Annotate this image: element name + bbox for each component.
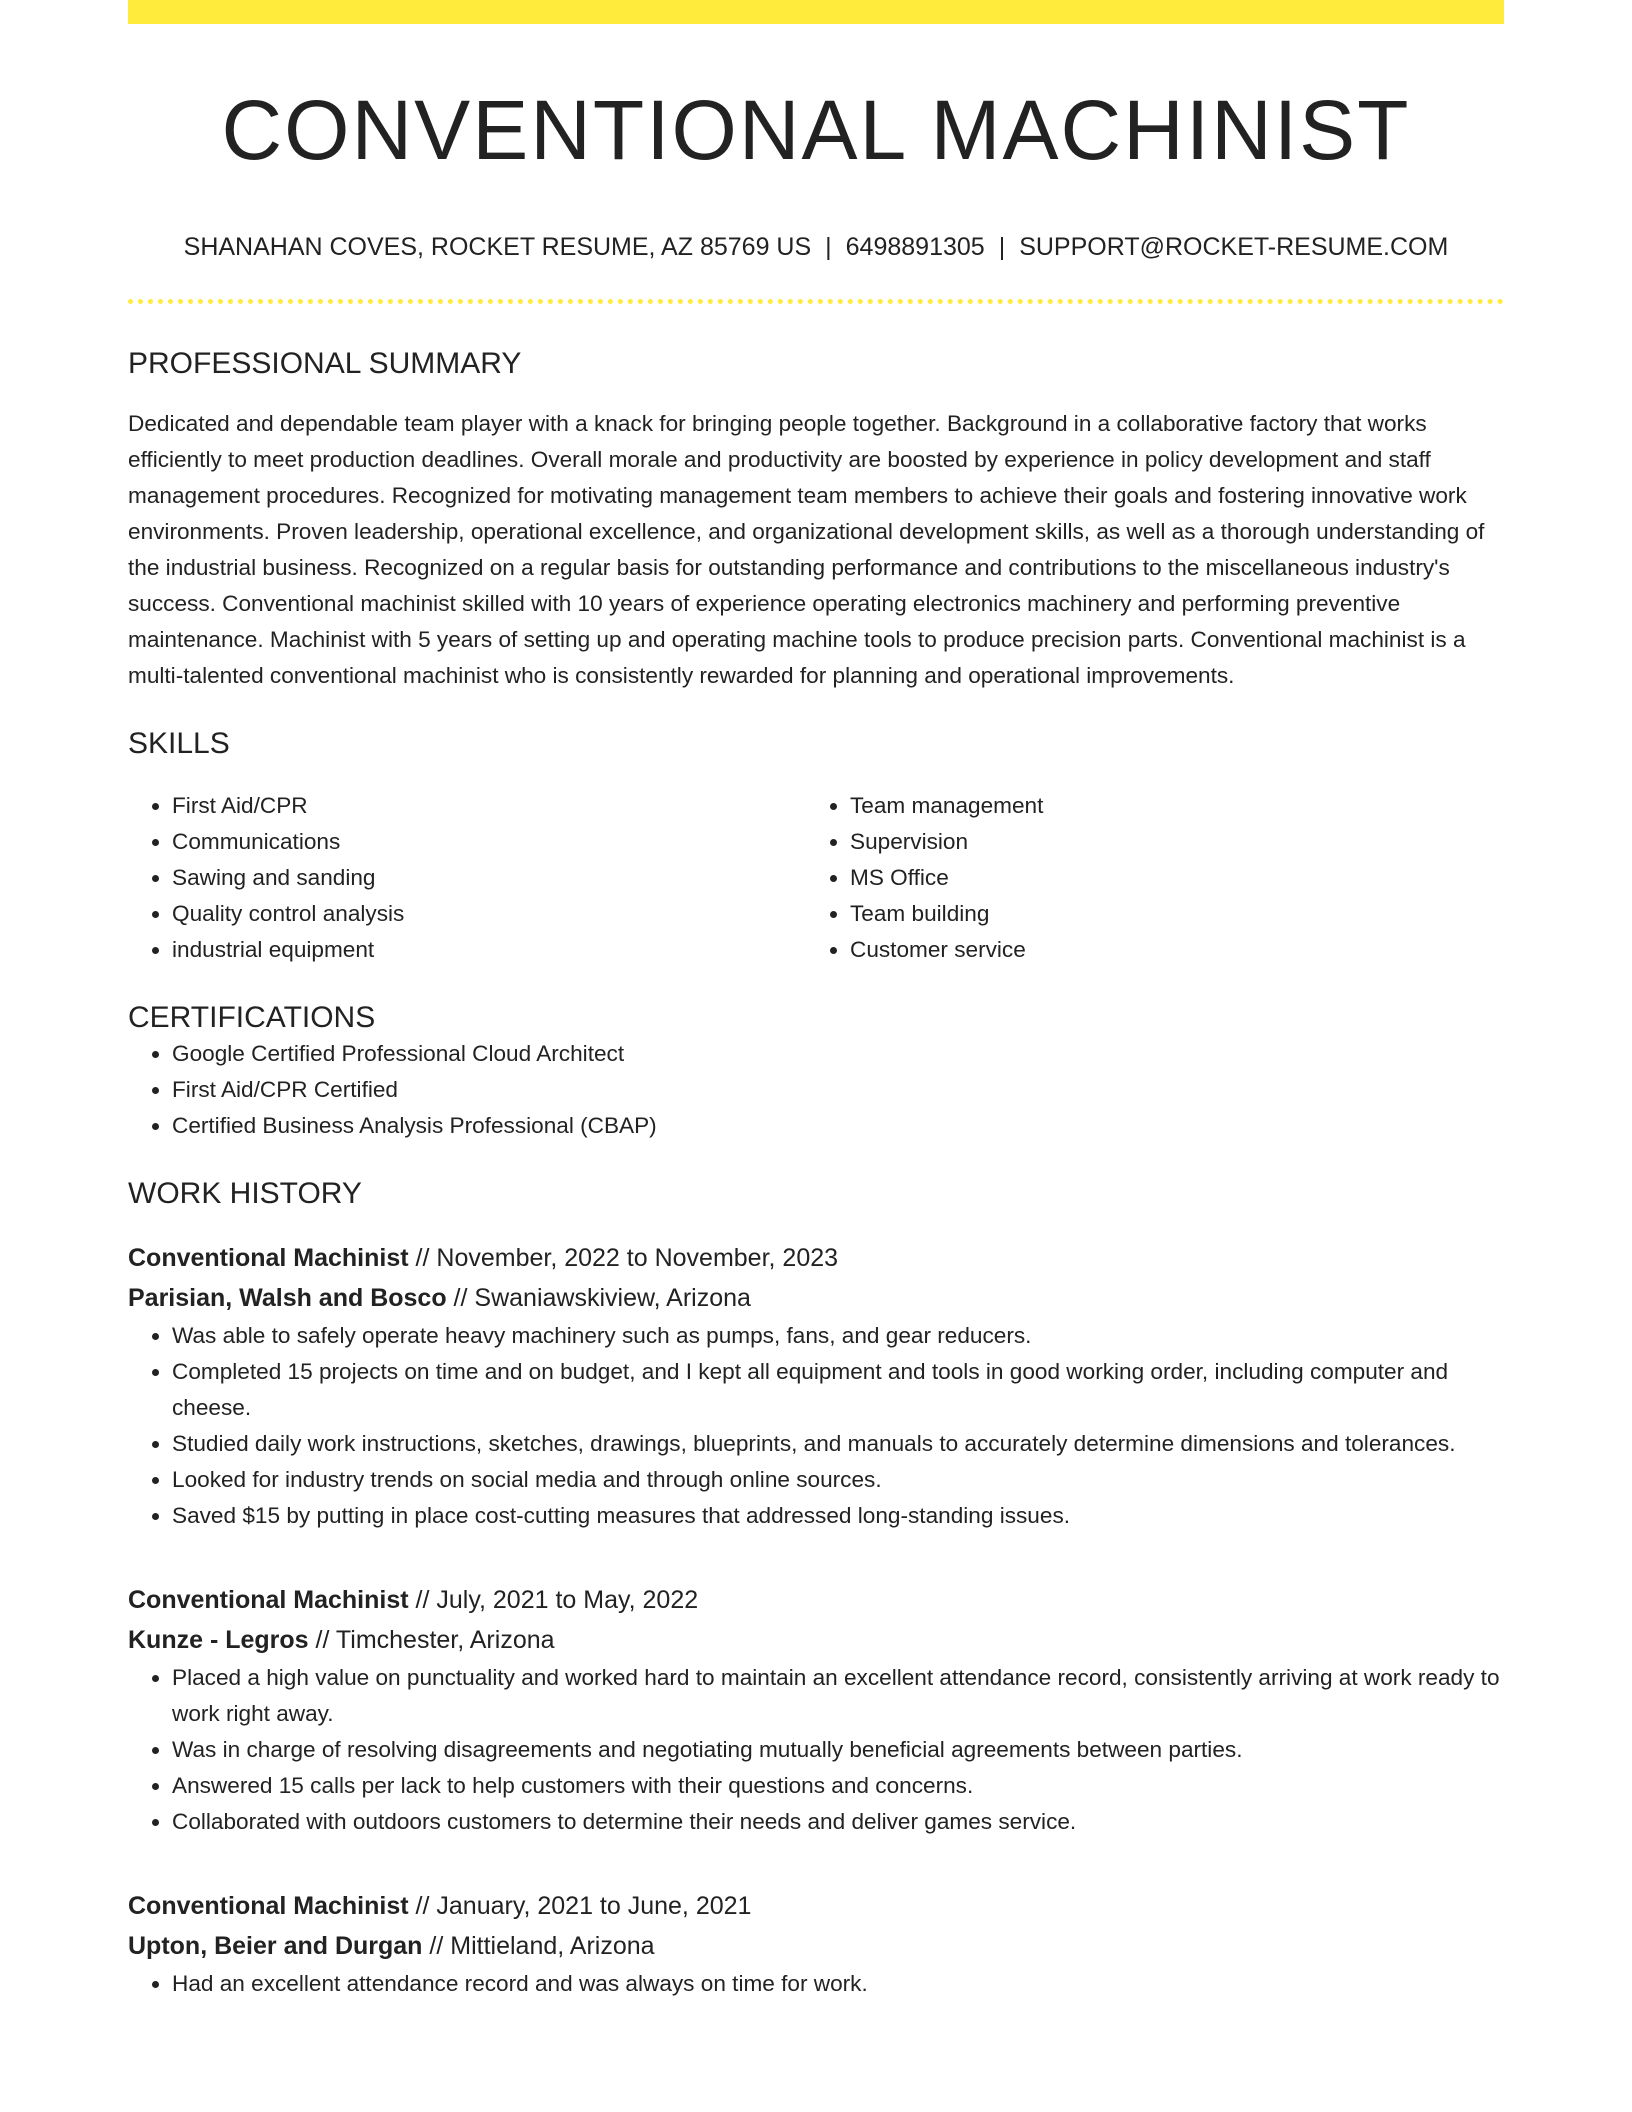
- job-company: Upton, Beier and Durgan: [128, 1932, 423, 1961]
- job-bullet: • Studied daily work instructions, sketches, drawings, blueprints, and manuals to accurately determine dimensions and tolerances.: [172, 1426, 1504, 1462]
- job-dates: November, 2022 to November, 2023: [436, 1244, 839, 1273]
- job-dates: January, 2021 to June, 2021: [436, 1892, 752, 1921]
- certifications-heading: CERTIFICATIONS: [128, 1001, 376, 1035]
- skill-item: • Customer service: [850, 932, 1484, 968]
- skill-item: • First Aid/CPR: [172, 788, 806, 824]
- job-bullet: • Saved $15 by putting in place cost-cutting measures that addressed long-standing issues.: [172, 1498, 1504, 1534]
- job-bullet: • Was in charge of resolving disagreements and negotiating mutually beneficial agreements between parties.: [172, 1732, 1504, 1768]
- skill-item: • Quality control analysis: [172, 896, 806, 932]
- job-divider: //: [408, 1586, 437, 1615]
- job-role-line: [128, 1886, 1504, 1926]
- certification-item: • Google Certified Professional Cloud Architect: [172, 1036, 1504, 1072]
- job-divider: //: [408, 1892, 437, 1921]
- job-divider: //: [408, 1244, 437, 1273]
- certifications-list: [128, 1036, 1504, 1144]
- job-bullets: [128, 1966, 1504, 2002]
- job-dates: July, 2021 to May, 2022: [436, 1586, 699, 1615]
- job-bullet: • Was able to safely operate heavy machinery such as pumps, fans, and gear reducers.: [172, 1318, 1504, 1354]
- resume-title: CONVENTIONAL MACHINIST: [221, 83, 1411, 177]
- job-bullet: • Answered 15 calls per lack to help customers with their questions and concerns.: [172, 1768, 1504, 1804]
- contact-phone: 6498891305: [845, 233, 985, 262]
- job-bullet: • Placed a high value on punctuality and worked hard to maintain an excellent attendance record, consistently arriving at work ready to work right away.: [172, 1660, 1504, 1732]
- skills-list-right: [806, 788, 1484, 968]
- skill-item: • Communications: [172, 824, 806, 860]
- job-bullet: • Had an excellent attendance record and was always on time for work.: [172, 1966, 1504, 2002]
- summary-section: [128, 346, 1504, 694]
- job-bullets: [128, 1318, 1504, 1534]
- job-bullets: [128, 1660, 1504, 1840]
- job-role-line: [128, 1238, 1504, 1278]
- certifications-section: [128, 1000, 1504, 1144]
- job-entry: [128, 1238, 1504, 1534]
- skill-item: • Supervision: [850, 824, 1484, 860]
- skills-heading: SKILLS: [128, 727, 230, 761]
- contact-email: SUPPORT@ROCKET-RESUME.COM: [1019, 233, 1449, 262]
- skill-item: • industrial equipment: [172, 932, 806, 968]
- job-company: Parisian, Walsh and Bosco: [128, 1284, 447, 1313]
- contact-address: SHANAHAN COVES, ROCKET RESUME, AZ 85769 US: [183, 233, 812, 262]
- skills-list-left: [128, 788, 806, 968]
- work-history-heading: WORK HISTORY: [128, 1177, 362, 1211]
- job-entry: [128, 1580, 1504, 1840]
- job-location: Swaniawskiview, Arizona: [474, 1284, 751, 1313]
- contact-separator: |: [998, 233, 1006, 262]
- job-company-line: [128, 1278, 1504, 1318]
- job-role-line: [128, 1580, 1504, 1620]
- summary-paragraph: Dedicated and dependable team player with a knack for bringing people together. Background in a collaborative factory that works efficiently to meet production deadlines. Overall morale and productivity are boosted by experience in policy development and staff management procedures. Recognized for motivating management team members to achieve their goals and fostering innovative work environments. Proven leadership, operational excellence, and organizational development skills, as well as a thorough understanding of the industrial business. Recognized on a regular basis for outstanding performance and contributions to the miscellaneous industry's success. Conventional machinist skilled with 10 years of experience operating electronics machinery and performing preventive maintenance. Machinist with 5 years of setting up and operating machine tools to produce precision parts. Conventional machinist is a multi-talented conventional machinist who is consistently rewarded for planning and operational improvements.: [128, 411, 1485, 689]
- job-bullet: • Collaborated with outdoors customers to determine their needs and deliver games service.: [172, 1804, 1504, 1840]
- accent-top-bar: [128, 0, 1504, 24]
- job-location: Timchester, Arizona: [335, 1626, 555, 1655]
- job-company-line: [128, 1620, 1504, 1660]
- skills-section: [128, 726, 1504, 968]
- skill-item: • Sawing and sanding: [172, 860, 806, 896]
- job-role: Conventional Machinist: [128, 1244, 409, 1273]
- job-company: Kunze - Legros: [128, 1626, 309, 1655]
- job-location: Mittieland, Arizona: [450, 1932, 655, 1961]
- job-divider: //: [446, 1284, 475, 1313]
- job-bullet: • Completed 15 projects on time and on budget, and I kept all equipment and tools in good working order, including computer and cheese.: [172, 1354, 1504, 1426]
- skill-item: • Team management: [850, 788, 1484, 824]
- work-history-section: [128, 1176, 1504, 2002]
- job-divider: //: [308, 1626, 336, 1655]
- skill-item: • Team building: [850, 896, 1484, 932]
- skill-item: • MS Office: [850, 860, 1484, 896]
- certification-item: • Certified Business Analysis Professional (CBAP): [172, 1108, 1504, 1144]
- certification-item: • First Aid/CPR Certified: [172, 1072, 1504, 1108]
- job-role: Conventional Machinist: [128, 1586, 409, 1615]
- contact-line: [128, 232, 1504, 262]
- job-company-line: [128, 1926, 1504, 1966]
- summary-heading: PROFESSIONAL SUMMARY: [128, 347, 522, 381]
- skills-grid: [128, 788, 1504, 968]
- resume-page: [128, 0, 1504, 2002]
- job-bullet: • Looked for industry trends on social media and through online sources.: [172, 1462, 1504, 1498]
- job-role: Conventional Machinist: [128, 1892, 409, 1921]
- job-entry: [128, 1886, 1504, 2002]
- contact-separator: |: [825, 233, 832, 262]
- dotted-divider: [128, 299, 1504, 304]
- job-divider: //: [422, 1932, 451, 1961]
